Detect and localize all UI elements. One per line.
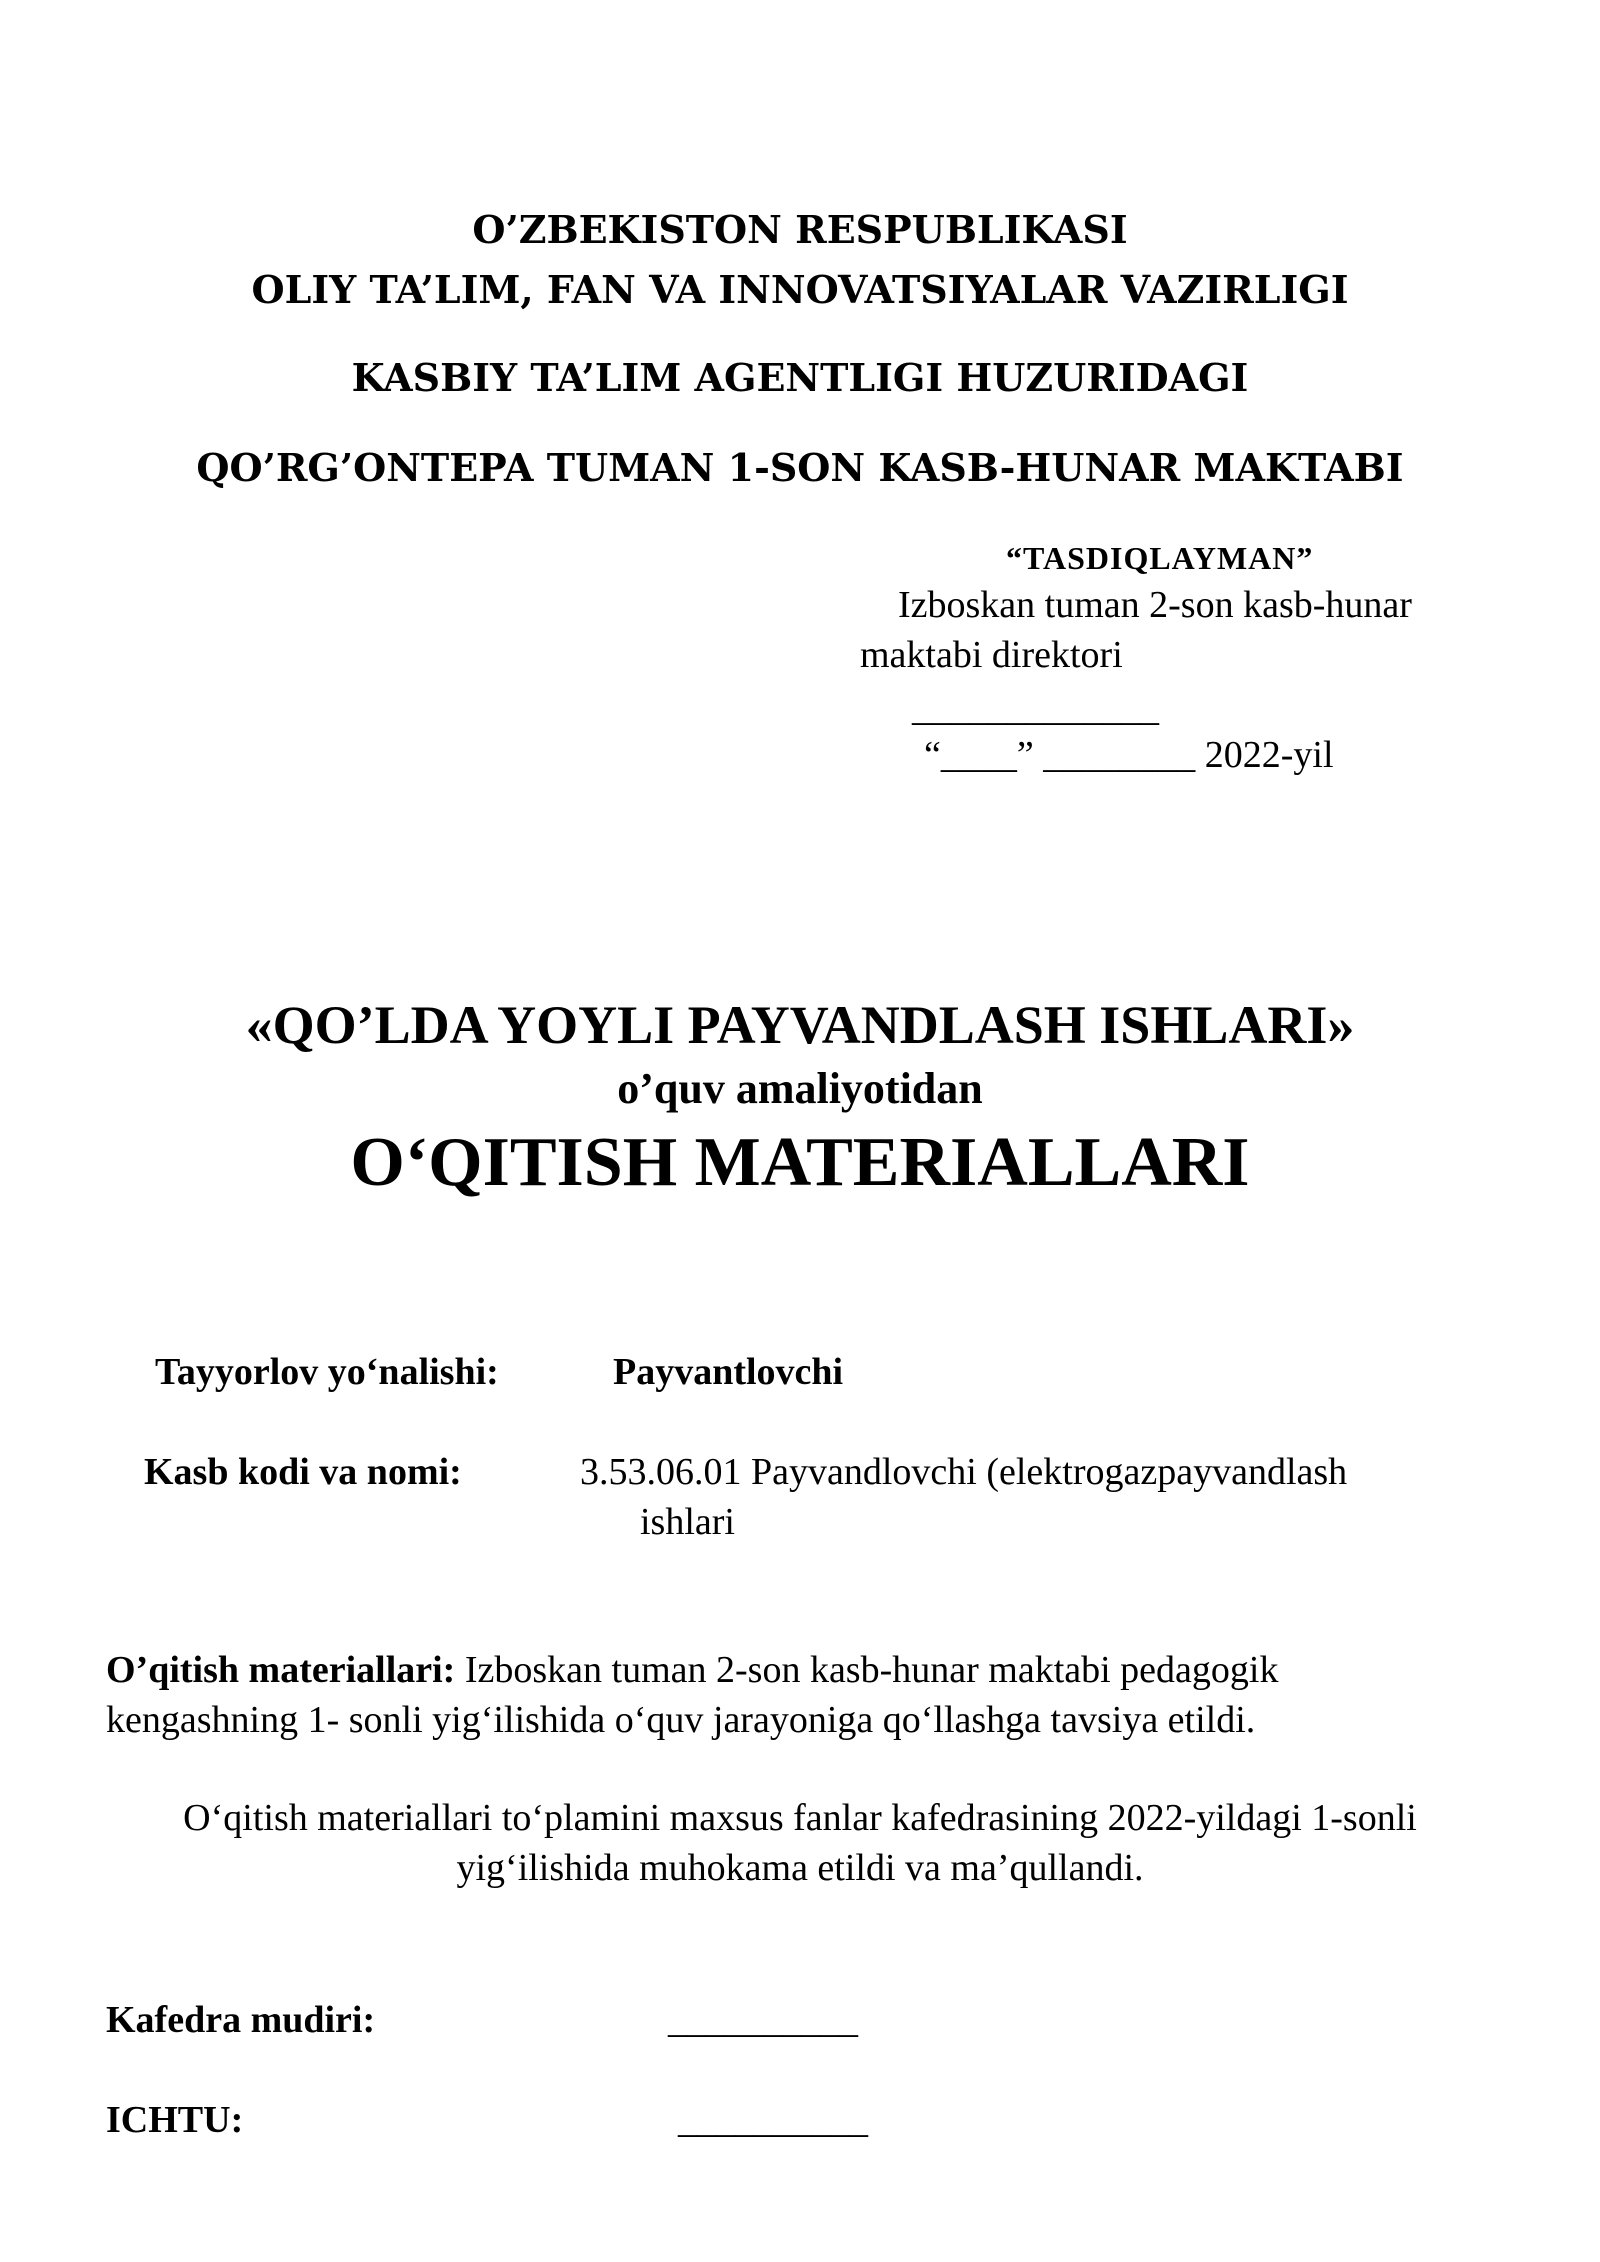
document-main-title: O‘QITISH MATERIALLARI bbox=[350, 1124, 1250, 1201]
recommendation-line-2: kengashning 1- sonli yig‘ilishida o‘quv jarayoniga qo‘llashga tavsiya etildi. bbox=[106, 1699, 1256, 1741]
school-name: QO’RG’ONTEPA TUMAN 1-SON KASB-HUNAR MAKTABI bbox=[196, 445, 1404, 490]
subject-title: «QO’LDA YOYLI PAYVANDLASH ISHLARI» bbox=[245, 995, 1355, 1055]
discussion-line-1: O‘qitish materiallari to‘plamini maxsus fanlar kafedrasining 2022-yildagi 1-sonli bbox=[183, 1797, 1417, 1839]
approval-date: “____” ________ 2022-yil bbox=[924, 734, 1334, 776]
head-of-department-signature-line: __________ bbox=[668, 1999, 858, 2041]
ichtu-label: ICHTU: bbox=[106, 2099, 244, 2141]
discussion-line-2: yig‘ilishida muhokama etildi va ma’qullandi. bbox=[456, 1847, 1144, 1889]
ministry-line-2: OLIY TA’LIM, FAN VA INNOVATSIYALAR VAZIRLIGI bbox=[251, 267, 1349, 312]
code-value-line-1: 3.53.06.01 Payvandlovchi (elektrogazpayvandlash bbox=[580, 1451, 1348, 1493]
direction-value: Payvantlovchi bbox=[613, 1351, 844, 1393]
recommendation-label: O’qitish materiallari: bbox=[106, 1649, 456, 1691]
ministry-line-1: O’ZBEKISTON RESPUBLIKASI bbox=[472, 207, 1128, 252]
direction-label: Tayyorlov yo‘nalishi: bbox=[155, 1351, 499, 1393]
recommendation-line-1 bbox=[106, 1648, 1278, 1692]
approval-line-2: maktabi direktori bbox=[860, 634, 1123, 676]
approval-line-1: Izboskan tuman 2-son kasb-hunar bbox=[898, 584, 1412, 626]
subject-subtitle: o’quv amaliyotidan bbox=[617, 1064, 983, 1113]
recommendation-text-1: Izboskan tuman 2-son kasb-hunar maktabi pedagogik bbox=[455, 1649, 1279, 1691]
approval-signature-line: _____________ bbox=[912, 687, 1159, 729]
head-of-department-label: Kafedra mudiri: bbox=[106, 1999, 376, 2041]
agency-line: KASBIY TA’LIM AGENTLIGI HUZURIDAGI bbox=[351, 355, 1249, 400]
code-value-line-2: ishlari bbox=[640, 1501, 735, 1543]
ichtu-signature-line: __________ bbox=[678, 2099, 868, 2141]
code-label: Kasb kodi va nomi: bbox=[144, 1451, 462, 1493]
approval-title: “TASDIQLAYMAN” bbox=[1006, 540, 1314, 576]
